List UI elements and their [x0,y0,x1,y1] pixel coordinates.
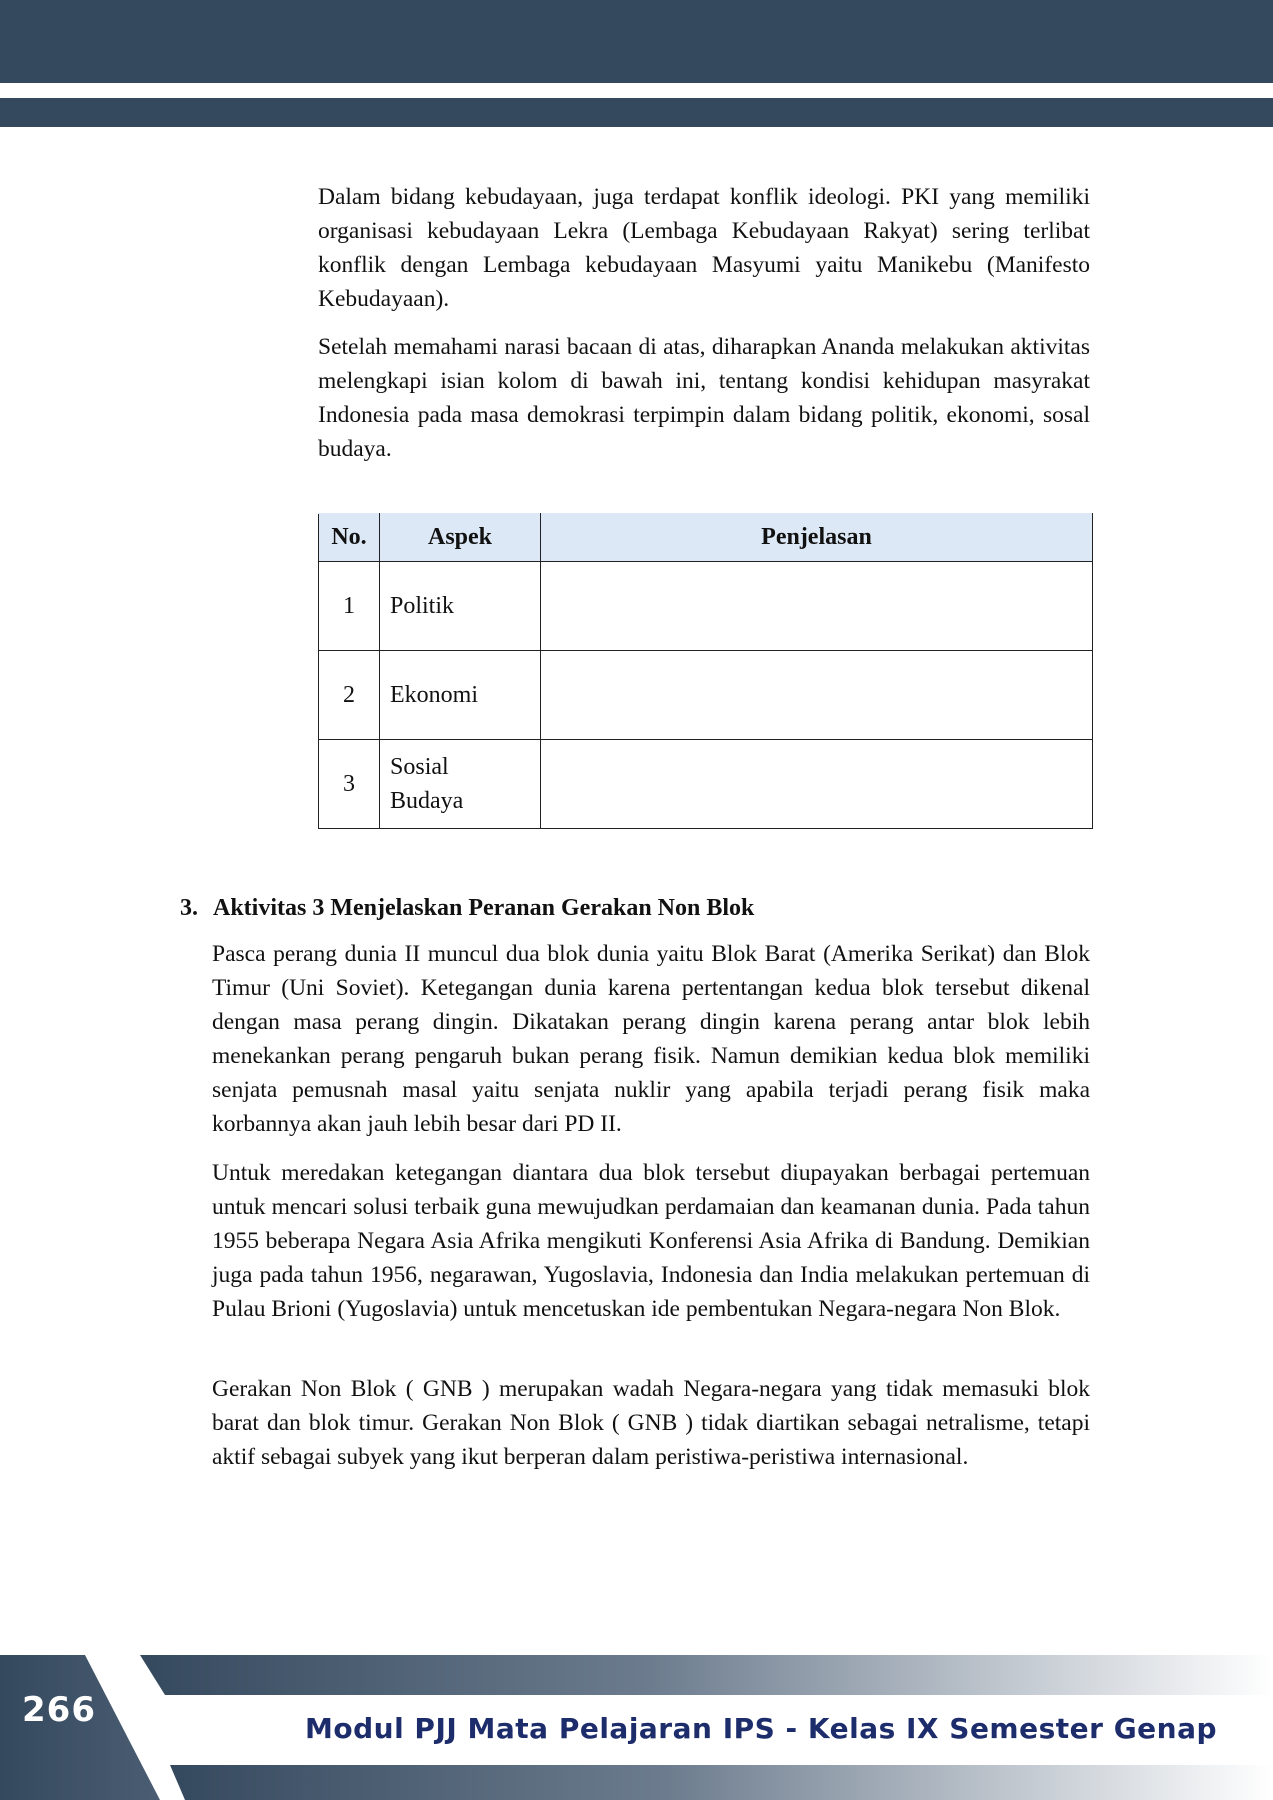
row-aspek: Sosial Budaya [380,740,541,829]
paragraph-ketegangan: Untuk meredakan ketegangan diantara dua blok tersebut diupayakan berbagai pertemuan untuk mencari solusi terbaik guna mewujudkan perdamaian dan keamanan dunia. Pada tahun 1955 beberapa Negara Asia Afrika mengikuti Konferensi Asia Afrika di Bandung. Demikian juga pada tahun 1956, negarawan, Yugoslavia, Indonesia dan India melakukan pertemuan di Pulau Brioni (Yugoslavia) untuk mencetuskan ide pembentukan Negara-negara Non Blok. [212,1160,1090,1322]
row-no: 2 [319,651,380,740]
row-penjelasan-cell[interactable] [541,562,1093,651]
table-row [319,651,1093,740]
footer-module-title: Modul PJJ Mata Pelajaran IPS - Kelas IX Semester Genap [305,1712,1218,1745]
paragraph-perang-dingin: Pasca perang dunia II muncul dua blok dunia yaitu Blok Barat (Amerika Serikat) dan Blok Timur (Uni Soviet). Ketegangan dunia karena pertentangan kedua blok tersebut dikenal dengan masa perang dingin. Dikatakan perang dingin karena perang antar blok lebih menekankan perang pengaruh bukan perang fisik. Namun demikian kedua blok memiliki senjata pemusnah masal yaitu senjata nuklir yang apabila terjadi perang fisik maka korbannya akan jauh lebih besar dari PD II. [212,941,1090,1137]
section-heading [180,891,754,925]
paragraph-instruction: Setelah memahami narasi bacaan di atas, diharapkan Ananda melakukan aktivitas melengkapi isian kolom di bawah ini, tentang kondisi kehidupan masyrakat Indonesia pada masa demokrasi terpimpin dalam bidang politik, ekonomi, sosal budaya. [318,334,1090,462]
section-number: 3. [180,895,198,921]
row-aspek: Politik [380,562,541,651]
row-penjelasan-cell[interactable] [541,651,1093,740]
row-no: 1 [319,562,380,651]
aspek-table [318,513,1093,829]
table-row [319,562,1093,651]
row-penjelasan-cell[interactable] [541,740,1093,829]
section-title: Aktivitas 3 Menjelaskan Peranan Gerakan Non Blok [213,895,755,921]
row-aspek: Ekonomi [380,651,541,740]
paragraph-kebudayaan: Dalam bidang kebudayaan, juga terdapat konflik ideologi. PKI yang memiliki organisasi kebudayaan Lekra (Lembaga Kebudayaan Rakyat) sering terlibat konflik dengan Lembaga kebudayaan Masyumi yaitu Manikebu (Manifesto Kebudayaan). [318,184,1090,312]
table-header-row [319,514,1093,562]
header-band-bottom [0,98,1273,127]
header-band-gap [0,83,1273,98]
page-number: 266 [22,1690,96,1730]
footer-top-strip [140,1655,1273,1695]
row-no: 3 [319,740,380,829]
paragraph-gnb: Gerakan Non Blok ( GNB ) merupakan wadah Negara-negara yang tidak memasuki blok barat dan blok timur. Gerakan Non Blok ( GNB ) tidak diartikan sebagai netralisme, tetapi aktif sebagai subyek yang ikut berperan dalam peristiwa-peristiwa internasional. [212,1376,1090,1470]
header-band-top [0,0,1273,83]
footer-bottom-strip [170,1765,1273,1800]
header-aspek: Aspek [380,514,541,562]
table-row [319,740,1093,829]
header-no: No. [319,514,380,562]
header-penjelasan: Penjelasan [541,514,1093,562]
